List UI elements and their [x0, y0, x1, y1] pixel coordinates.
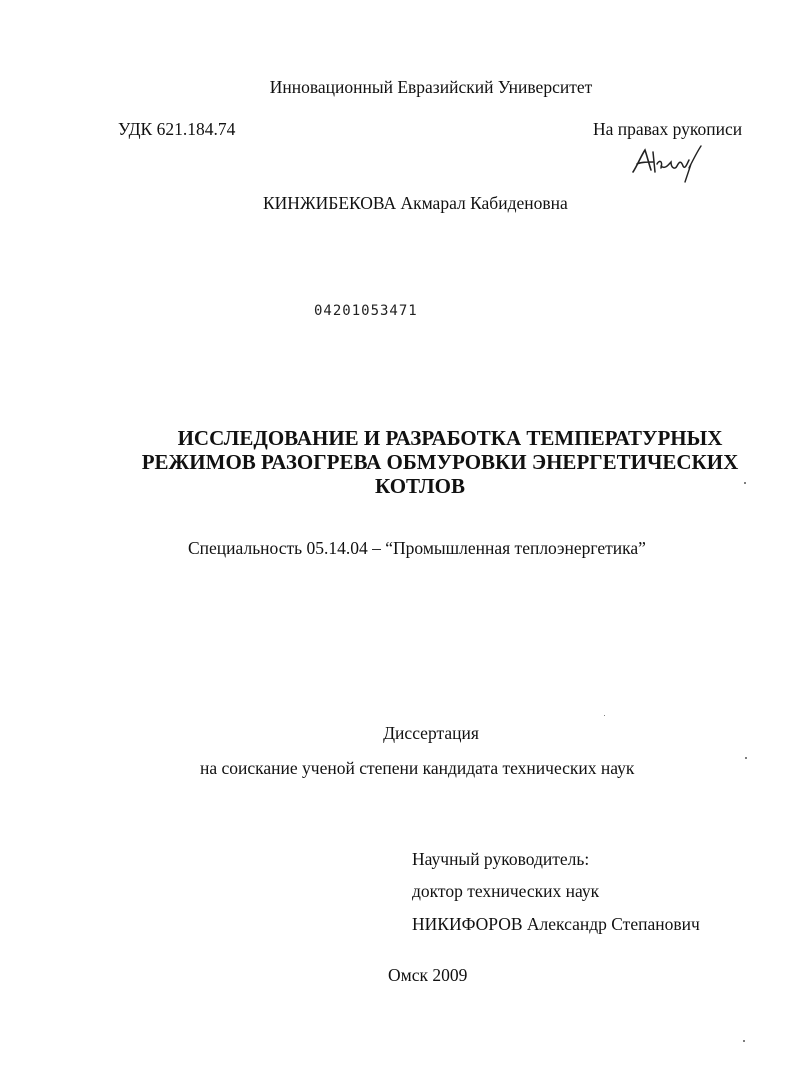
udk-code: УДК 621.184.74 — [118, 119, 236, 139]
scan-speck — [745, 757, 747, 759]
city-year: Омск 2009 — [388, 965, 468, 985]
thesis-title-line-2: РЕЖИМОВ РАЗОГРЕВА ОБМУРОВКИ ЭНЕРГЕТИЧЕСКИХ — [141, 450, 739, 474]
specialty: Специальность 05.14.04 – “Промышленная теплоэнергетика” — [188, 538, 646, 558]
advisor-degree: доктор технических наук — [412, 881, 600, 901]
scan-speck — [743, 1040, 745, 1042]
advisor-name: НИКИФОРОВ Александр Степанович — [412, 914, 700, 934]
manuscript-rights: На правах рукописи — [593, 119, 743, 139]
scan-speck — [744, 482, 746, 484]
scan-speck — [604, 715, 605, 716]
advisor-role: Научный руководитель: — [412, 849, 590, 869]
author-signature — [627, 142, 707, 184]
thesis-title-line-3: КОТЛОВ — [375, 474, 465, 498]
university-name: Инновационный Евразийский Университет — [269, 77, 593, 97]
registration-number: 04201053471 — [314, 303, 418, 319]
author-name: КИНЖИБЕКОВА Акмарал Кабиденовна — [263, 193, 568, 213]
dissertation-label: Диссертация — [383, 723, 479, 743]
thesis-title-line-1: ИССЛЕДОВАНИЕ И РАЗРАБОТКА ТЕМПЕРАТУРНЫХ — [177, 426, 723, 450]
dissertation-degree: на соискание ученой степени кандидата технических наук — [200, 758, 635, 778]
